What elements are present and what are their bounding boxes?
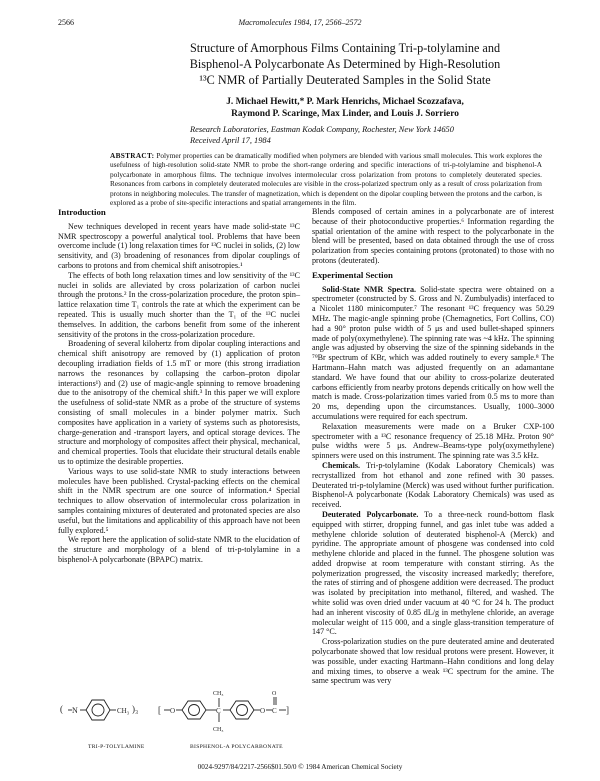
paragraph xyxy=(312,461,554,510)
paragraph: Various ways to use solid-state NMR to study interactions between molecules have been published. Crystal-packing effects on the chemical shift in the NMR spectrum are one source of information.⁴ Special techniques to allow observation of intermolecular cross polarization in samples containing mixtures of deuterated and protonated species are also useful, but the limitations and applicability of this approach have not been fully explored.⁵ xyxy=(58,466,300,535)
carbonyl-oxygen-label: O xyxy=(272,691,277,697)
methyl-top-label: CH₃ xyxy=(213,691,224,697)
methyl-label: CH₃ xyxy=(117,707,130,715)
abstract-text: Polymer properties can be dramatically modified when polymers are blended with various small molecules. This work explores the usefulness of high-resolution solid-state NMR to probe the short-range ordering and specific interactions of tri-p-tolylamine and bisphenol-A polycarbonate in amorphous films. The technique involves intermolecular cross polarization from protons to completely deuterated species. Resonances from carbons in completely deuterated molecules are visible in the cross-polarized spectrum only as a result of cross polarization from protons in neighboring molecules. The transfer of magnetization, which is dependent on the dipolar coupling between the protons and the carbon, is explored as a probe of site-specific interactions and spatial arrangements in the film. xyxy=(110,151,542,208)
section-heading-introduction: Introduction xyxy=(58,207,106,217)
svg-text:O: O xyxy=(170,707,176,715)
paragraph-text: Cross-polarization studies on the pure deuterated amine and deuterated polycarbonate showed that low residual protons were present. However, it was possible, under exacting Hartmann–Hahn conditions and long delay and mixing times, to observe a weak ¹³C spectrum for the amine. The same spectrum was very xyxy=(312,637,554,686)
run-in-heading: Chemicals. xyxy=(322,460,360,470)
page-number: 2566 xyxy=(58,18,74,27)
paragraph: Blends composed of certain amines in a polycarbonate are of interest because of their photoconductive properties.⁶ Information regarding the spatial orientation of the amine with respect to the polycarbonate in the blend will be presented, based on data obtained through the use of cross polarization from species containing protons (protonated) to those with no protons (deuterated). xyxy=(312,207,554,265)
run-in-heading: Solid-State NMR Spectra. xyxy=(322,284,417,294)
paragraph: Broadening of several kilohertz from dipolar coupling interactions and chemical shift anisotropy are removed by (1) application of proton decoupling irradiation fields of 1.5 mT or more (this strong irradiation narrows the resonances by collapsing the carbon–proton dipolar interactions¹) and (2) use of magic-angle spinning to remove broadening due to the anisotropy of the chemical shift.³ In this paper we will explore the usefulness of solid-state NMR as a probe of the structure of systems consisting of small molecules in a binder polymer matrix. Such composites have application in a variety of systems such as photoresists, charge-generation and -transport layers, and optical storage devices. The structure and morphology of composites affect their physical, mechanical, and chemical properties. Tools that elucidate their structural details enable us to optimize the desirable properties. xyxy=(58,339,300,466)
title-line: ¹³C NMR of Partially Deuterated Samples in the Solid State xyxy=(199,73,491,87)
polycarbonate-structure xyxy=(158,691,289,733)
affiliation xyxy=(190,124,540,146)
author-line: J. Michael Hewitt,* P. Mark Henrichs, Michael Scozzafava, xyxy=(226,97,464,107)
paragraph xyxy=(312,422,554,461)
paragraph: New techniques developed in recent years have made solid-state ¹³C NMR spectroscopy a powerful analytical tool. Problems that have been overcome include (1) long relaxation times for ¹³C nuclei in solids, (2) low sensitivity, and (3) broadening of resonances from dipolar couplings of carbons to protons and from chemical shift anisotropies.¹ xyxy=(58,221,300,270)
left-column xyxy=(58,208,300,565)
svg-text:N: N xyxy=(72,706,78,715)
methyl-bottom-label: CH₃ xyxy=(213,727,224,733)
right-column xyxy=(312,207,554,686)
author-list xyxy=(150,96,540,120)
structure-caption-amine: TRI-P-TOLYLAMINE xyxy=(88,744,145,750)
received-date: Received April 17, 1984 xyxy=(190,136,271,145)
paragraph: We report here the application of solid-state NMR to the elucidation of the structure and morphology of a blend of tri-p-tolylamine in a bisphenol-A polycarbonate (BPAPC) matrix. xyxy=(58,535,300,564)
structure-caption-polycarbonate: BISPHENOL-A POLYCARBONATE xyxy=(190,744,283,750)
svg-text:]: ] xyxy=(286,705,289,715)
paragraph xyxy=(312,637,554,686)
title-line: Bisphenol-A Polycarbonate As Determined by High-Resolution xyxy=(189,57,501,71)
paragraph-text: To a three-neck round-bottom flask equipped with stirrer, dropping funnel, and gas inlet tube was added a methylene chloride solution of deuterated bisphenol-A (Merck) and pyridine. The appropriate amount of phosgene was condensed into cold methylene chloride and placed in the funnel. The phosgene solution was added dropwise at room temperature with constant stirring. As the polymerization progressed, the viscosity increased markedly; therefore, the rates of stirring and of phosgene addition were decreased. The product was isolated by precipitation into methanol, filtered, and washed. The white solid was oven dried under vacuum at 40 °C for 24 h. The product had an inherent viscosity of 0.85 dL/g in methylene chloride, an average molecular weight of 115 000, and a single glass-transition temperature of 147 °C. xyxy=(312,509,554,637)
title-line: Structure of Amorphous Films Containing Tri-p-tolylamine and xyxy=(189,41,501,55)
svg-text:C: C xyxy=(272,707,277,715)
journal-citation: Macromolecules 1984, 17, 2566–2572 xyxy=(238,18,362,27)
run-in-heading: Deuterated Polycarbonate. xyxy=(322,509,419,519)
author-line: Raymond P. Scaringe, Max Linder, and Louis J. Sorriero xyxy=(231,109,459,119)
svg-text:(: ( xyxy=(60,704,63,714)
paragraph xyxy=(312,285,554,422)
abstract xyxy=(110,151,542,207)
svg-text:)₃: )₃ xyxy=(132,704,139,714)
institution: Research Laboratories, Eastman Kodak Company, Rochester, New York 14650 xyxy=(190,125,454,134)
article-title xyxy=(150,40,540,88)
svg-text:[: [ xyxy=(158,705,161,715)
structure-drawing xyxy=(58,676,300,742)
abstract-label: ABSTRACT: xyxy=(110,151,155,160)
running-head xyxy=(58,18,542,30)
paragraph xyxy=(312,510,554,637)
tritolylamine-structure xyxy=(60,700,138,720)
paragraph-text: Relaxation measurements were made on a Bruker CXP-100 spectrometer with a ¹³C resonance frequency of 25.18 MHz. Proton 90° pulse widths were 5 μs. Andrew–Beams-type poly(oxymethylene) spinners were used on this instrument. The spinning rate was 3.5 kHz. xyxy=(312,421,554,461)
copyright-footer: 0024-9297/84/2217-2566$01.50/0 © 1984 American Chemical Society xyxy=(197,763,403,771)
section-heading-experimental: Experimental Section xyxy=(312,269,393,280)
paragraph-text: Tri-p-tolylamine (Kodak Laboratory Chemicals) was recrystallized from hot ethanol and zone refined with 30 passes. Deuterated tri-p-tolylamine (Merck) was used without further purification. Bisphenol-A polycarbonate (Kodak Laboratory Chemicals) was used as received. xyxy=(312,460,554,510)
paragraph: The effects of both long relaxation times and low sensitivity of the ¹³C nuclei in solids are alleviated by cross polarization of carbon nuclei through the protons.² In the cross-polarization procedure, the proton spin–lattice relaxation time T₁ controls the rate at which the experiment can be repeated. This is usually much shorter than the T₁ of the ¹³C nuclei themselves. In addition, the carbons benefit from some of the inherent sensitivity of the protons in the cross-polarization procedure. xyxy=(58,270,300,339)
svg-text:O: O xyxy=(260,707,266,715)
paragraph-text: Solid-state spectra were obtained on a spectrometer (constructed by S. Gross and N. Zumbulyadis) interfaced to a Nicolet 1180 minicomputer.⁷ The resonant ¹³C frequency was 50.29 MHz. The magic-angle spinning probe (Chemagnetics, Fort Collins, CO) had a 90° proton pulse width of 5 μs and used bullet-shaped spinners made of poly(oxymethylene). The spinning rate was ~4 kHz. The spinning angle was adjusted by observing the size of the spinning sidebands in the ⁷⁹Br spectrum of KBr, which was added routinely to every sample.⁸ The Hartmann–Hahn match was adjusted frequently on an adamantane standard. We have found that our ability to cross-polarize deuterated carbons efficiently from nearby protons depends critically on how well the match is made. Cross-polarization times varied from 0.5 ms to more than 20 ms, depending upon the circumstances. Usually, 1000–3000 accumulations were required for each spectrum. xyxy=(312,284,554,421)
chemical-structures-figure xyxy=(58,676,300,756)
svg-text:C: C xyxy=(216,707,221,715)
